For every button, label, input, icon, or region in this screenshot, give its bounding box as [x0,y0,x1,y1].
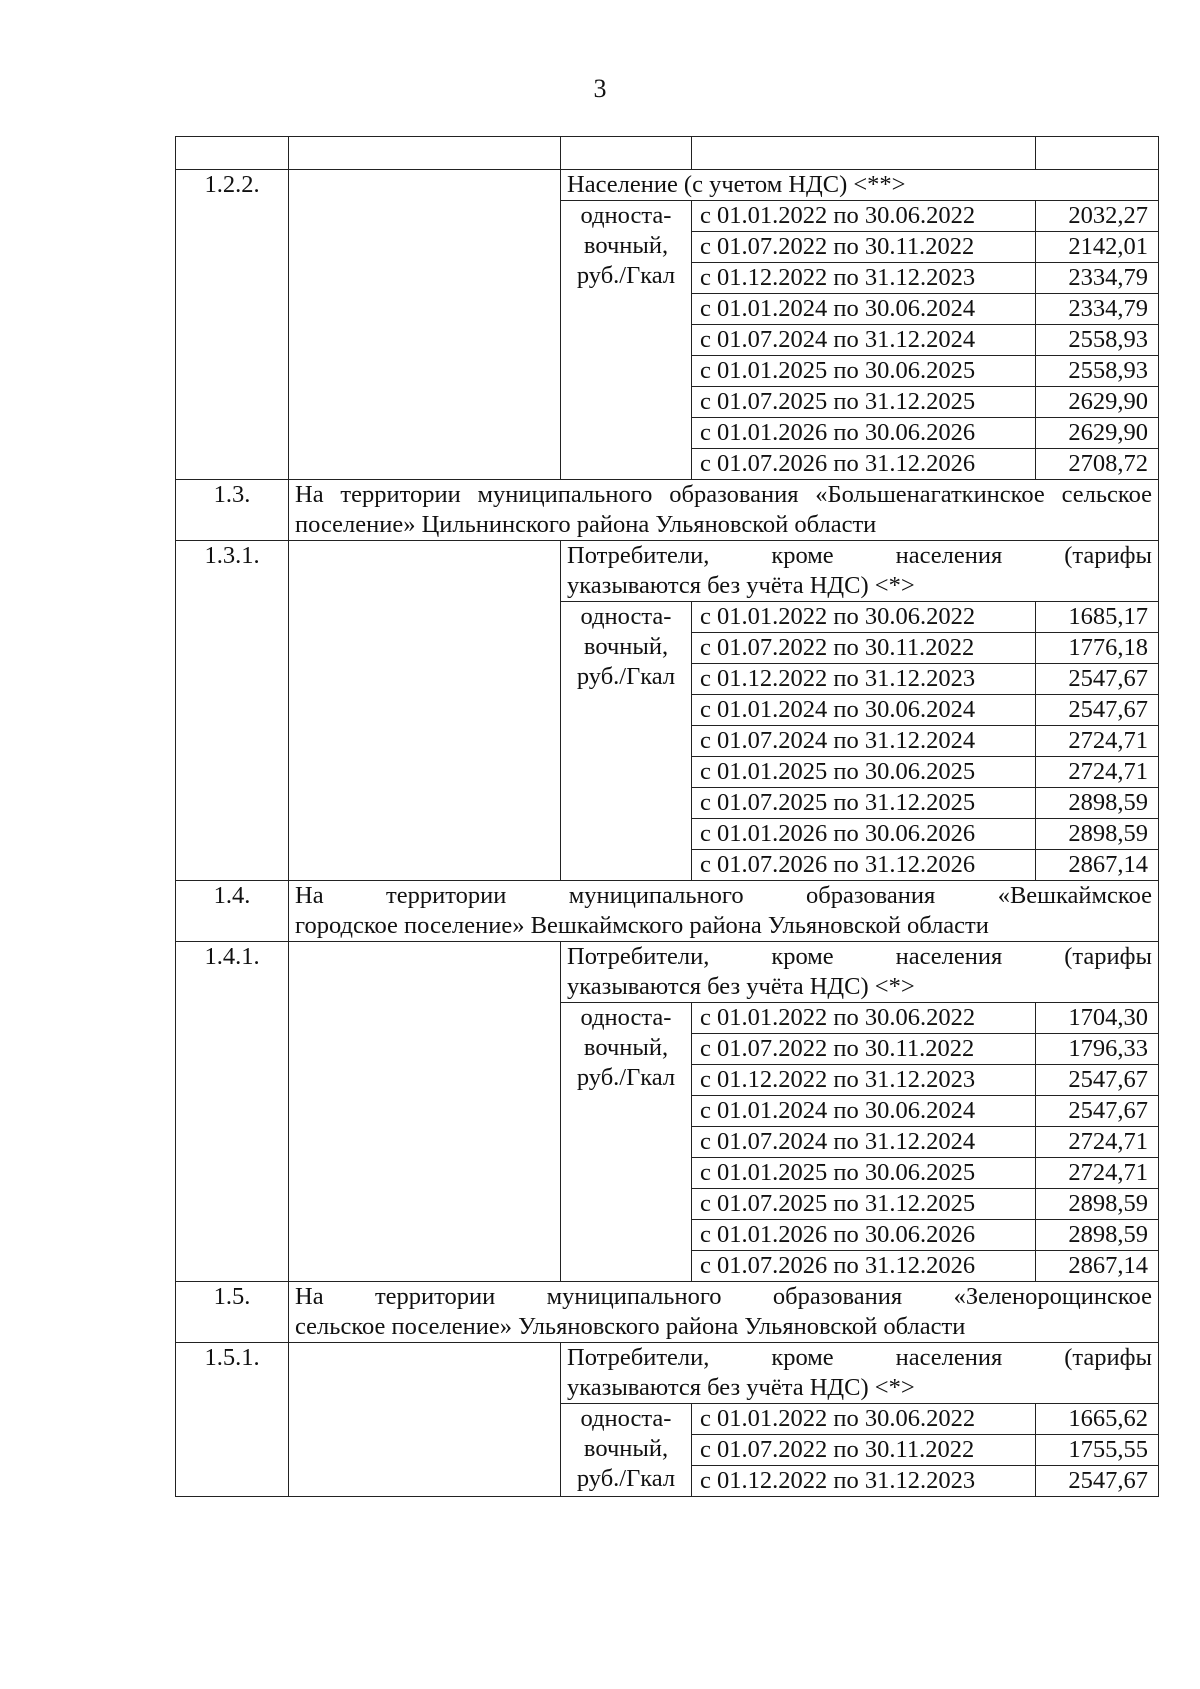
header-cell [561,137,692,170]
section-heading-word: территории [374,1283,496,1310]
unit-line: вочный, [583,1435,669,1462]
consumer-group-word: (тарифы [1064,1344,1152,1371]
tariff-period: с 01.01.2026 по 30.06.2026 [692,1220,1036,1251]
unit-line: вочный, [583,232,669,259]
tariff-period: с 01.07.2025 по 31.12.2025 [692,387,1036,418]
section-number: 1.4.1. [176,942,289,1282]
tariff-period: с 01.01.2025 по 30.06.2025 [692,356,1036,387]
consumer-group-word: (тарифы [1064,542,1152,569]
tariff-value: 2547,67 [1036,1065,1159,1096]
tariff-value: 2708,72 [1036,449,1159,480]
tariff-period: с 01.01.2026 по 30.06.2026 [692,418,1036,449]
section-heading-word: На [295,882,324,909]
tariff-period: с 01.01.2022 по 30.06.2022 [692,201,1036,232]
tariff-period: с 01.07.2022 по 30.11.2022 [692,232,1036,263]
section-heading-line [295,881,1152,911]
tariff-period: с 01.12.2022 по 31.12.2023 [692,1466,1036,1497]
tariff-period: с 01.12.2022 по 31.12.2023 [692,1065,1036,1096]
section-number: 1.5. [176,1282,289,1343]
section-heading-line: городское поселение» Вешкаймского района Ульяновской области [295,912,989,939]
consumer-group-word: Потребители, [567,542,710,569]
tariff-value: 2629,90 [1036,418,1159,449]
tariff-period: с 01.01.2026 по 30.06.2026 [692,819,1036,850]
empty-cell [289,170,561,480]
tariff-value: 2629,90 [1036,387,1159,418]
section-heading-word: территории [386,882,507,909]
table-row [176,170,1159,201]
unit-line: односта- [580,603,672,630]
tariff-period: с 01.01.2025 по 30.06.2025 [692,757,1036,788]
consumer-group-word: кроме [771,1344,834,1371]
section-heading-word: муниципального [546,1283,722,1310]
section-heading [289,1282,1159,1343]
tariff-value: 1704,30 [1036,1003,1159,1034]
unit-line: односта- [580,1004,672,1031]
tariff-value: 2724,71 [1036,1158,1159,1189]
tariff-value: 2724,71 [1036,1127,1159,1158]
consumer-group-word: Потребители, [567,943,710,970]
unit-line: руб./Гкал [576,1465,676,1492]
tariff-value: 2547,67 [1036,1466,1159,1497]
tariff-unit [561,602,692,881]
tariff-period: с 01.01.2022 по 30.06.2022 [692,1404,1036,1435]
section-number: 1.2.2. [176,170,289,480]
consumer-group-word: Потребители, [567,1344,710,1371]
section-heading [289,881,1159,942]
consumer-group [561,942,1159,1003]
section-heading-line: сельское поселение» Ульяновского района Ульяновской области [295,1313,966,1340]
tariff-unit [561,201,692,480]
table-header-row [176,137,1159,170]
consumer-group-word: населения [895,1344,1003,1371]
tariff-period: с 01.01.2022 по 30.06.2022 [692,1003,1036,1034]
tariff-value: 2898,59 [1036,788,1159,819]
section-heading-word: «Зеленорощинское [953,1283,1152,1310]
table-row [176,942,1159,1003]
unit-line: вочный, [583,633,669,660]
consumer-group [561,541,1159,602]
empty-cell [289,1343,561,1497]
tariff-value: 2724,71 [1036,757,1159,788]
consumer-group [561,1343,1159,1404]
tariff-value: 1776,18 [1036,633,1159,664]
consumer-group-line [567,541,1152,571]
section-heading-line [295,1282,1152,1312]
tariff-period: с 01.07.2022 по 30.11.2022 [692,633,1036,664]
header-cell [176,137,289,170]
tariff-period: с 01.07.2024 по 31.12.2024 [692,1127,1036,1158]
empty-cell [289,942,561,1282]
consumer-group-word: кроме [771,943,834,970]
section-heading-word: образования [806,882,936,909]
tariff-period: с 01.07.2024 по 31.12.2024 [692,325,1036,356]
tariff-unit [561,1003,692,1282]
header-cell [1036,137,1159,170]
tariff-value: 2547,67 [1036,664,1159,695]
empty-cell [289,541,561,881]
tariff-period: с 01.01.2025 по 30.06.2025 [692,1158,1036,1189]
unit-line: вочный, [583,1034,669,1061]
tariff-value: 2547,67 [1036,695,1159,726]
tariff-period: с 01.07.2024 по 31.12.2024 [692,726,1036,757]
section-number: 1.3. [176,480,289,541]
tariff-value: 2558,93 [1036,356,1159,387]
tariff-period: с 01.07.2022 по 30.11.2022 [692,1034,1036,1065]
tariff-period: с 01.07.2022 по 30.11.2022 [692,1435,1036,1466]
consumer-group-word: (тарифы [1064,943,1152,970]
tariff-value: 2334,79 [1036,294,1159,325]
tariff-value: 1755,55 [1036,1435,1159,1466]
tariff-period: с 01.07.2025 по 31.12.2025 [692,788,1036,819]
section-heading-row [176,881,1159,942]
tariff-value: 2898,59 [1036,1189,1159,1220]
tariff-value: 2898,59 [1036,819,1159,850]
unit-line: односта- [580,202,672,229]
section-heading: На территории муниципального образования «Большенагаткинское сельское поселение» Цильнинского района Ульяновской области [289,480,1159,541]
tariff-period: с 01.12.2022 по 31.12.2023 [692,664,1036,695]
tariff-unit [561,1404,692,1497]
tariff-table [175,136,1159,1497]
consumer-group-line: указываются без учёта НДС) <*> [567,572,915,599]
tariff-value: 2898,59 [1036,1220,1159,1251]
unit-line: руб./Гкал [576,1064,676,1091]
tariff-period: с 01.01.2024 по 30.06.2024 [692,695,1036,726]
tariff-period: с 01.01.2024 по 30.06.2024 [692,1096,1036,1127]
tariff-period: с 01.07.2025 по 31.12.2025 [692,1189,1036,1220]
tariff-period: с 01.12.2022 по 31.12.2023 [692,263,1036,294]
table-row [176,541,1159,602]
section-heading-row [176,1282,1159,1343]
tariff-value: 2547,67 [1036,1096,1159,1127]
tariff-value: 1796,33 [1036,1034,1159,1065]
header-cell [692,137,1036,170]
consumer-group: Население (с учетом НДС) <**> [561,170,1159,201]
section-heading-word: образования [772,1283,903,1310]
tariff-value: 2142,01 [1036,232,1159,263]
unit-line: руб./Гкал [576,262,676,289]
tariff-period: с 01.07.2026 по 31.12.2026 [692,850,1036,881]
unit-line: односта- [580,1405,672,1432]
tariff-period: с 01.01.2022 по 30.06.2022 [692,602,1036,633]
tariff-value: 2558,93 [1036,325,1159,356]
consumer-group-word: населения [895,943,1003,970]
page-number: 3 [593,74,607,103]
unit-line: руб./Гкал [576,663,676,690]
tariff-value: 2032,27 [1036,201,1159,232]
table-row [176,1343,1159,1404]
section-number: 1.5.1. [176,1343,289,1497]
tariff-value: 2334,79 [1036,263,1159,294]
tariff-value: 1665,62 [1036,1404,1159,1435]
consumer-group-line [567,942,1152,972]
header-cell [289,137,561,170]
consumer-group-line [567,1343,1152,1373]
tariff-value: 2867,14 [1036,850,1159,881]
tariff-period: с 01.01.2024 по 30.06.2024 [692,294,1036,325]
tariff-value: 2867,14 [1036,1251,1159,1282]
tariff-value: 2724,71 [1036,726,1159,757]
section-heading-word: На [295,1283,324,1310]
section-heading-word: муниципального [568,882,744,909]
tariff-period: с 01.07.2026 по 31.12.2026 [692,1251,1036,1282]
consumer-group-line: указываются без учёта НДС) <*> [567,1374,915,1401]
consumer-group-line: указываются без учёта НДС) <*> [567,973,915,1000]
section-heading-word: «Вешкаймское [997,882,1152,909]
section-number: 1.4. [176,881,289,942]
tariff-period: с 01.07.2026 по 31.12.2026 [692,449,1036,480]
consumer-group-word: кроме [771,542,834,569]
section-number: 1.3.1. [176,541,289,881]
section-heading-row [176,480,1159,541]
tariff-value: 1685,17 [1036,602,1159,633]
consumer-group-word: населения [895,542,1003,569]
